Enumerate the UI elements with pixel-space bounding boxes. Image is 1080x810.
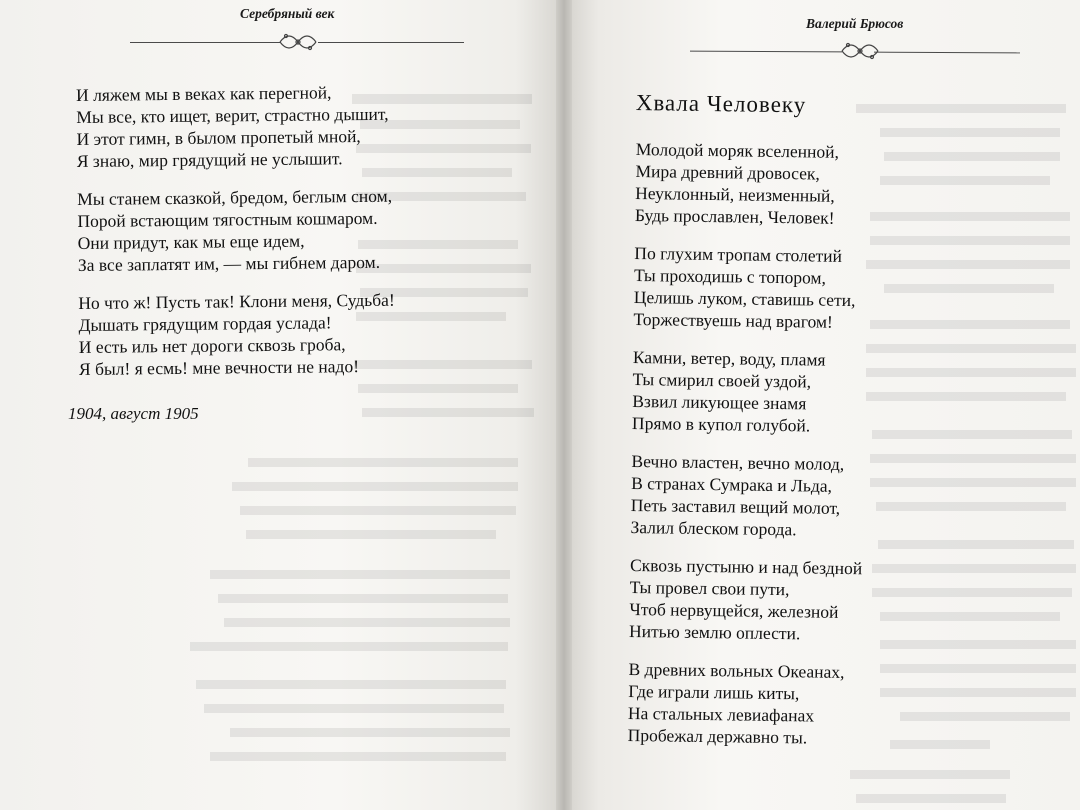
poem-line: На стальных левиафанах bbox=[627, 702, 815, 726]
poem-title: Хвала Человеку bbox=[635, 90, 807, 118]
poem-line: Сквозь пустыню и над бездной bbox=[629, 554, 863, 579]
poem-line: Целишь луком, ставишь сети, bbox=[633, 286, 856, 311]
poem-line: Петь заставил вещий молот, bbox=[630, 494, 841, 518]
poem-line: В древних вольных Океанах, bbox=[628, 658, 845, 682]
poem-line: Они придут, как мы еще идем, bbox=[77, 230, 305, 253]
poem-line: Порой встающим тягостным кошмаром. bbox=[77, 207, 378, 231]
stanza bbox=[633, 242, 866, 333]
poem-text-left bbox=[76, 81, 396, 396]
ornament-icon bbox=[276, 30, 320, 54]
poem-line: Взвил ликующее знамя bbox=[632, 390, 807, 414]
poem-line: И этот гимн, в былом пропетый мной, bbox=[76, 126, 361, 149]
poem-line: Чтоб нервущейся, железной bbox=[629, 598, 839, 622]
poem-text-right bbox=[627, 138, 868, 765]
poem-line: Неуклонный, неизменный, bbox=[635, 182, 835, 206]
poem-date: 1904, август 1905 bbox=[68, 404, 199, 423]
poem-line: Мы станем сказкой, бредом, беглым сном, bbox=[77, 185, 393, 209]
poem-line: И ляжем мы в веках как перегной, bbox=[76, 82, 332, 105]
header-rule-left-b bbox=[318, 42, 464, 43]
stanza bbox=[628, 658, 861, 749]
running-header-right: Валерий Брюсов bbox=[806, 16, 904, 31]
poem-line: Где играли лишь киты, bbox=[628, 680, 800, 704]
poem-line: И есть иль нет дороги сквозь гроба, bbox=[78, 334, 346, 357]
stanza bbox=[76, 81, 393, 172]
poem-line: Будь прославлен, Человек! bbox=[634, 204, 835, 228]
poem-line: Камни, ветер, воду, пламя bbox=[632, 346, 826, 370]
poem-line: Ты смирил своей уздой, bbox=[632, 368, 812, 392]
poem-line: Прямо в купол голубой. bbox=[631, 412, 811, 436]
running-header-left: Серебряный век bbox=[240, 6, 335, 21]
poem-line: Но что ж! Пусть так! Клони меня, Судьба! bbox=[78, 289, 395, 313]
stanza bbox=[630, 450, 863, 541]
poem-line: Я был! я есмь! мне вечности не надо! bbox=[78, 356, 360, 379]
poem-line: За все заплатят им, — мы гибнем даром. bbox=[77, 251, 381, 275]
stanza bbox=[77, 185, 394, 276]
poem-line: Дышать грядущим гордая услада! bbox=[78, 312, 332, 335]
ornament-icon bbox=[838, 39, 882, 63]
stanza bbox=[78, 289, 395, 380]
poem-line: Я знаю, мир грядущий не услышит. bbox=[76, 148, 343, 171]
book-gutter bbox=[556, 0, 572, 810]
header-rule-left-a bbox=[130, 42, 280, 43]
poem-line: По глухим тропам столетий bbox=[634, 242, 843, 266]
stanza bbox=[632, 346, 865, 437]
poem-line: Торжествуешь над врагом! bbox=[633, 308, 833, 332]
stanza bbox=[635, 138, 868, 229]
poem-line: Ты провел свои пути, bbox=[629, 576, 790, 600]
poem-line: Ты проходишь с топором, bbox=[633, 264, 827, 288]
poem-line: Пробежал державно ты. bbox=[627, 724, 808, 748]
poem-line: Залил блеском города. bbox=[630, 516, 797, 540]
poem-line: В странах Сумрака и Льда, bbox=[631, 472, 833, 496]
poem-line: Мира древний дровосек, bbox=[635, 160, 821, 184]
stanza bbox=[629, 554, 862, 645]
poem-line: Вечно властен, вечно молод, bbox=[631, 450, 845, 474]
poem-line: Нитью землю оплести. bbox=[628, 620, 801, 644]
poem-line: Молодой моряк вселенной, bbox=[635, 138, 840, 162]
poem-line: Мы все, кто ищет, верит, страстно дышит, bbox=[76, 103, 389, 127]
